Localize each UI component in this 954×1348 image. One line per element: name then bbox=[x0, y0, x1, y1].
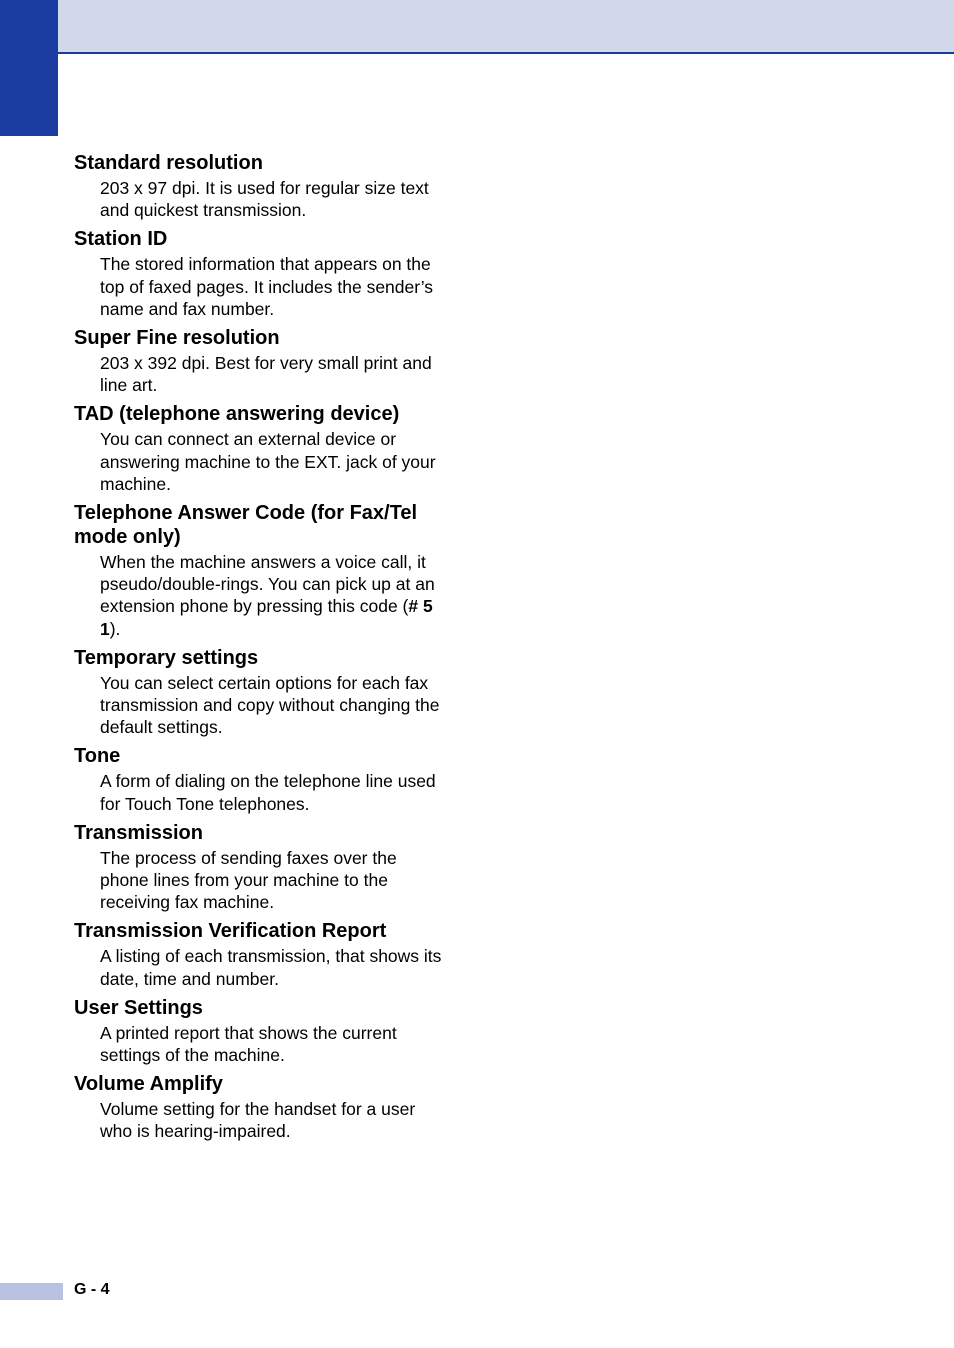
glossary-term: Standard resolution bbox=[74, 152, 263, 174]
glossary-entry bbox=[74, 919, 446, 989]
glossary-entry bbox=[74, 996, 446, 1066]
glossary-definition bbox=[100, 551, 446, 640]
glossary-term: Transmission Verification Report bbox=[74, 920, 387, 943]
glossary-definition: You can connect an external device or answering machine to the EXT. jack of your machine. bbox=[100, 429, 436, 494]
glossary-definition: The stored information that appears on the top of faxed pages. It includes the sender’s name and fax number. bbox=[100, 254, 434, 319]
glossary-definition: 203 x 392 dpi. Best for very small print and line art. bbox=[100, 353, 432, 396]
glossary-term: Tone bbox=[74, 745, 121, 768]
glossary-entry bbox=[74, 744, 446, 814]
glossary-entry bbox=[74, 821, 446, 914]
definition-text: ). bbox=[109, 618, 121, 639]
glossary-entry bbox=[74, 326, 446, 396]
glossary-term: Volume Amplify bbox=[74, 1073, 223, 1096]
page-number: G - 4 bbox=[74, 1281, 110, 1298]
glossary-entry bbox=[74, 646, 446, 739]
glossary-definition: A listing of each transmission, that shows its date, time and number. bbox=[100, 946, 442, 989]
glossary-definition: You can select certain options for each fax transmission and copy without changing the default settings. bbox=[100, 672, 440, 738]
glossary-entry bbox=[74, 501, 446, 640]
glossary-definition: A form of dialing on the telephone line used for Touch Tone telephones. bbox=[100, 771, 436, 814]
glossary-list bbox=[74, 151, 446, 1149]
glossary-term: Station ID bbox=[74, 228, 168, 251]
glossary-term: Super Fine resolution bbox=[74, 327, 280, 350]
glossary-term: Telephone Answer Code (for Fax/Tel mode only) bbox=[74, 502, 418, 549]
definition-text: When the machine answers a voice call, it pseudo/double-rings. You can pick up at an extension phone by pressing this code ( bbox=[100, 552, 435, 617]
glossary-definition: The process of sending faxes over the phone lines from your machine to the receiving fax machine. bbox=[100, 847, 397, 913]
glossary-definition: A printed report that shows the current settings of the machine. bbox=[100, 1022, 397, 1066]
answer-code: # 5 1 bbox=[100, 596, 433, 639]
header-band bbox=[58, 0, 954, 54]
glossary-term: TAD (telephone answering device) bbox=[74, 403, 400, 426]
glossary-term: Temporary settings bbox=[74, 646, 259, 669]
glossary-term: Transmission bbox=[74, 821, 203, 844]
glossary-definition: 203 x 97 dpi. It is used for regular size text and quickest transmission. bbox=[100, 178, 429, 221]
glossary-definition: Volume setting for the handset for a user who is hearing-impaired. bbox=[100, 1099, 416, 1142]
footer-bar bbox=[0, 1283, 63, 1300]
glossary-term: User Settings bbox=[74, 996, 203, 1019]
chapter-tab bbox=[0, 0, 58, 136]
glossary-entry bbox=[74, 402, 446, 495]
glossary-entry bbox=[74, 151, 446, 221]
glossary-entry bbox=[74, 1072, 446, 1142]
glossary-entry bbox=[74, 227, 446, 320]
